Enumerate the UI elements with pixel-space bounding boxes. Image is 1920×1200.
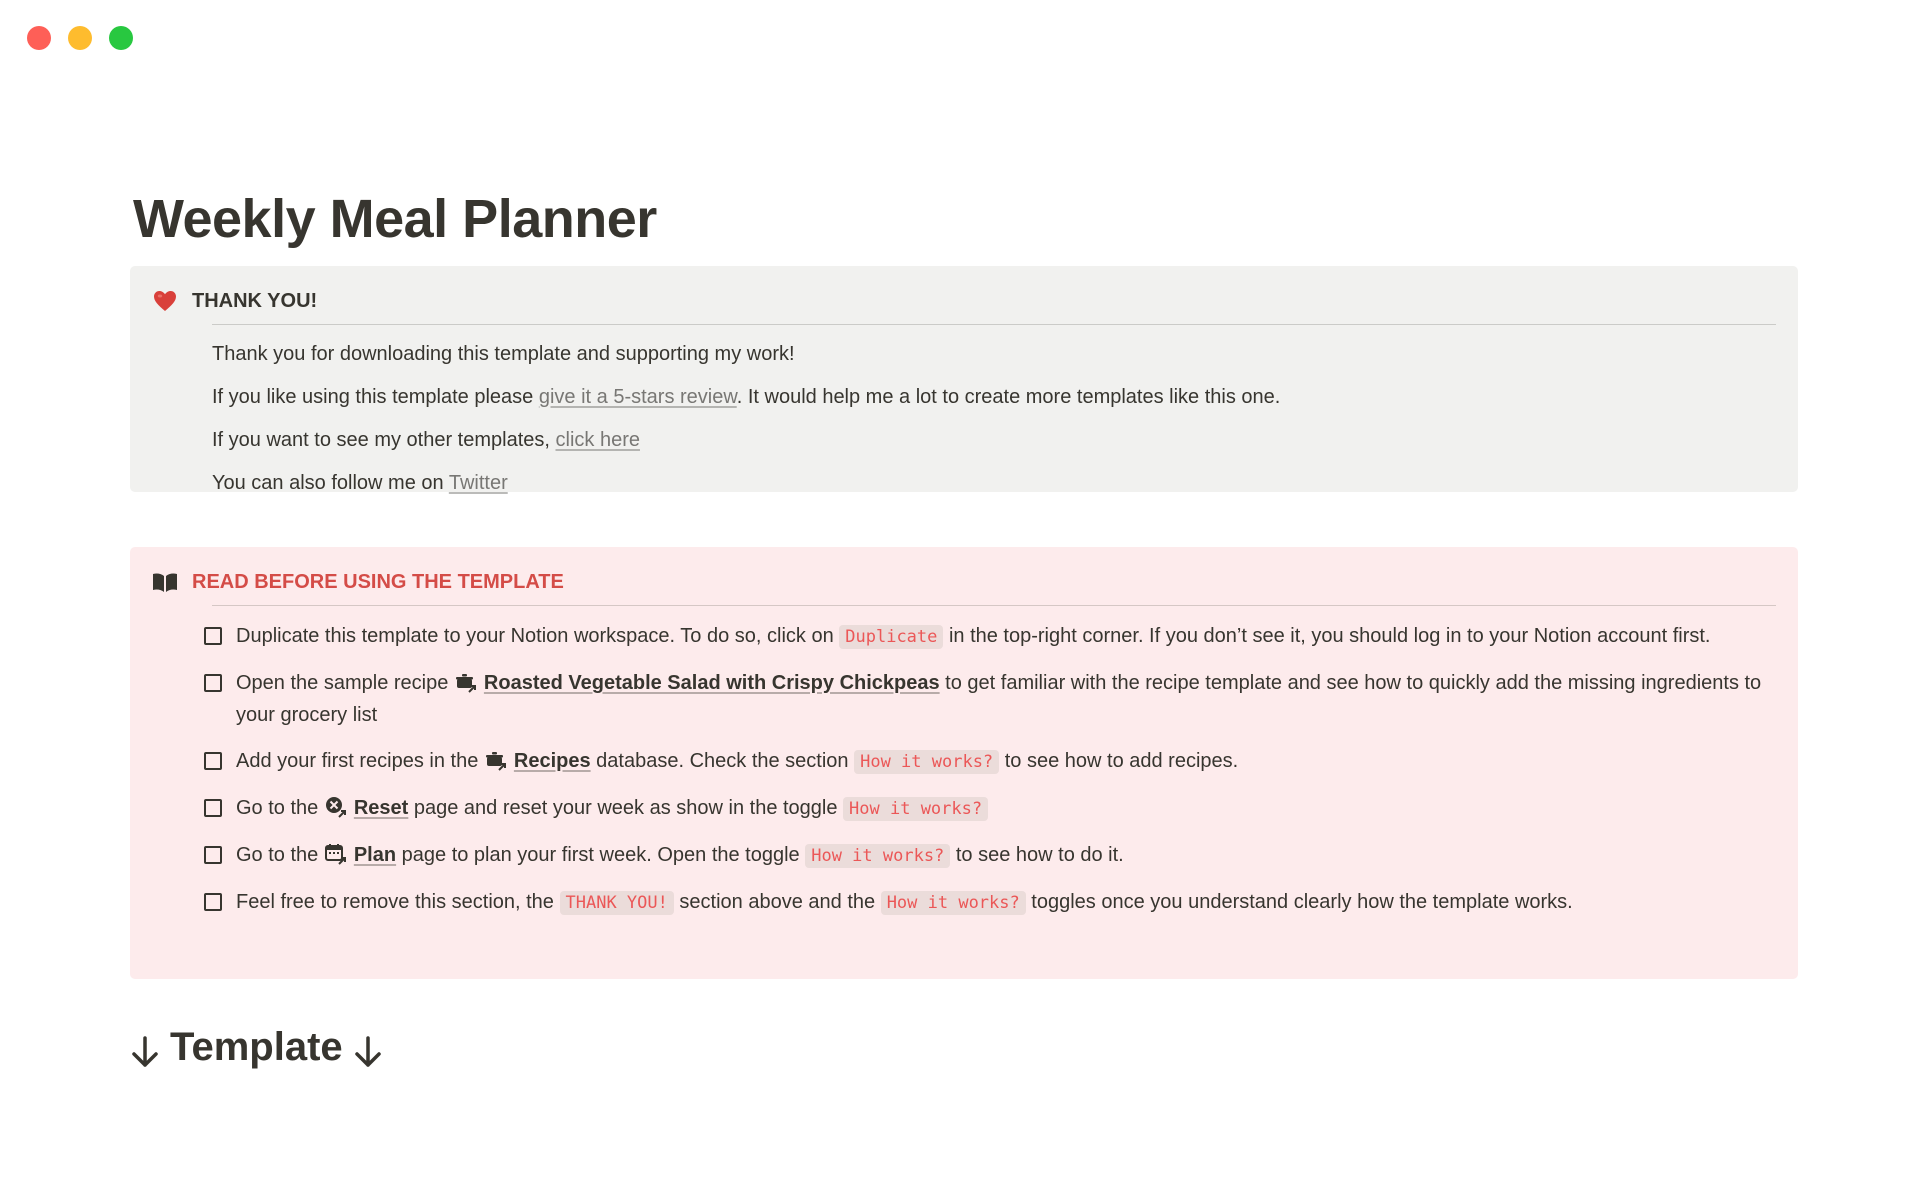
text: Go to the: [236, 797, 324, 819]
thank-you-callout: [130, 266, 1798, 492]
todo-text: [236, 745, 1238, 778]
text: section above and the: [673, 891, 881, 913]
arrow-down-icon: [130, 1030, 160, 1064]
page-mention-recipes[interactable]: [484, 750, 591, 772]
callout-header: [150, 286, 1776, 316]
text: If you want to see my other templates,: [212, 429, 556, 451]
mention-label: Recipes: [513, 750, 591, 772]
todo-text: [236, 886, 1573, 919]
mention-label: Plan: [353, 844, 397, 866]
text: in the top-right corner. If you don’t see it, you should log in to your Notion account first.: [943, 625, 1711, 647]
page-mention-sample-recipe[interactable]: [454, 672, 940, 694]
callout-title: READ BEFORE USING THE TEMPLATE: [192, 571, 564, 593]
text: If you like using this template please: [212, 386, 539, 408]
todo-text: [236, 792, 988, 825]
todo-checkbox[interactable]: [204, 752, 222, 770]
mention-label: Reset: [353, 797, 409, 819]
text: Go to the: [236, 844, 324, 866]
todo-item: [204, 667, 1776, 731]
todo-checkbox[interactable]: [204, 799, 222, 817]
todo-checkbox[interactable]: [204, 627, 222, 645]
cooking-pot-icon: [454, 670, 478, 694]
todo-item: [204, 620, 1776, 653]
todo-item: [204, 886, 1776, 919]
text: Feel free to remove this section, the: [236, 891, 560, 913]
callout-header: [150, 567, 1776, 597]
todo-text: [236, 620, 1710, 653]
todo-checkbox[interactable]: [204, 674, 222, 692]
todo-text: [236, 667, 1776, 731]
text: Open the sample recipe: [236, 672, 454, 694]
review-line: [212, 382, 1776, 412]
text: page and reset your week as show in the toggle: [408, 797, 844, 819]
book-icon[interactable]: [150, 567, 180, 597]
todo-item: [204, 839, 1776, 872]
callout-body: [212, 324, 1776, 498]
inline-code: How it works?: [854, 750, 999, 774]
arrow-down-icon: [353, 1030, 383, 1064]
heart-icon[interactable]: [150, 286, 180, 316]
close-window-button[interactable]: [27, 26, 51, 50]
mention-label: Roasted Vegetable Salad with Crispy Chickpeas: [483, 672, 940, 694]
callout-body: [212, 605, 1776, 919]
text: Add your first recipes in the: [236, 750, 484, 772]
page-content: [130, 186, 1798, 1073]
text: Thank you for downloading this template and supporting my work!: [212, 343, 795, 365]
inline-code: How it works?: [881, 891, 1026, 915]
thank-you-line: [212, 339, 1776, 369]
inline-code: Duplicate: [839, 625, 943, 649]
click-here-link[interactable]: click here: [555, 429, 640, 451]
todo-text: [236, 839, 1124, 872]
text: toggles once you understand clearly how the template works.: [1025, 891, 1573, 913]
text: to see how to add recipes.: [999, 750, 1239, 772]
review-link[interactable]: give it a 5-stars review: [538, 386, 737, 408]
twitter-link[interactable]: Twitter: [448, 472, 508, 494]
calendar-icon: [324, 842, 348, 866]
text: database. Check the section: [590, 750, 855, 772]
text: You can also follow me on: [212, 472, 449, 494]
inline-code: How it works?: [843, 797, 988, 821]
todo-checkbox[interactable]: [204, 846, 222, 864]
minimize-window-button[interactable]: [68, 26, 92, 50]
page-mention-reset[interactable]: [324, 797, 408, 819]
todo-item: [204, 792, 1776, 825]
heading-label: Template: [170, 1025, 343, 1069]
text: . It would help me a lot to create more templates like this one.: [736, 386, 1281, 408]
window-controls: [27, 26, 133, 50]
text: to get familiar with the recipe template and see how to quickly add the missing ingredients to your grocery list: [236, 672, 1762, 726]
page-title[interactable]: Weekly Meal Planner: [133, 189, 657, 249]
inline-code: THANK YOU!: [560, 891, 674, 915]
template-heading[interactable]: [130, 1021, 1798, 1073]
page-mention-plan[interactable]: [324, 844, 396, 866]
reset-x-icon: [324, 795, 348, 819]
twitter-line: [212, 468, 1776, 498]
zoom-window-button[interactable]: [109, 26, 133, 50]
text: Duplicate this template to your Notion workspace. To do so, click on: [236, 625, 840, 647]
templates-line: [212, 425, 1776, 455]
text: to see how to do it.: [950, 844, 1124, 866]
cooking-pot-icon: [484, 748, 508, 772]
callout-title: THANK YOU!: [192, 290, 318, 312]
read-before-callout: [130, 547, 1798, 979]
text: page to plan your first week. Open the toggle: [396, 844, 806, 866]
inline-code: How it works?: [805, 844, 950, 868]
todo-checkbox[interactable]: [204, 893, 222, 911]
todo-item: [204, 745, 1776, 778]
